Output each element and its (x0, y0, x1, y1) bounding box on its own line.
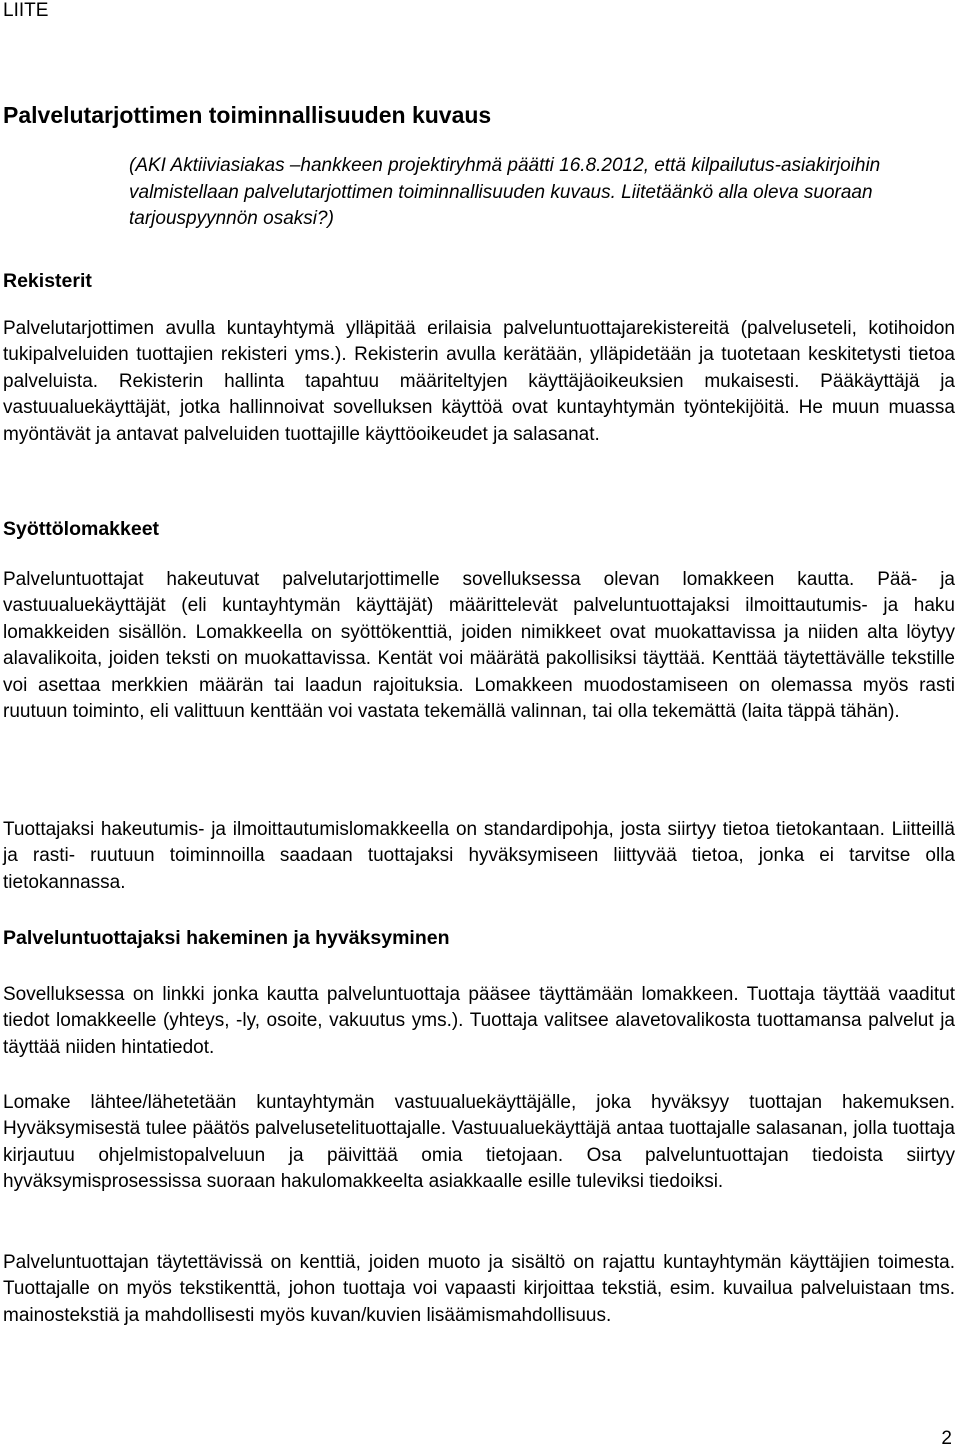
paragraph-hakeminen-2: Lomake lähtee/lähetetään kuntayhtymän vastuualuekäyttäjälle, joka hyväksyy tuottajan hakemuksen. Hyväksymisestä tulee päätös palvelusetelituottajalle. Vastuualuekäyttäjä antaa tuottajalle salasanan, jolla tuottaja kirjautuu ohjelmistopalveluun ja päivittää omia tietojaan. Osa palveluntuottajan tiedoista siirtyy hyväksymisprosessissa suoraan hakulomakkeelta asiakkaalle esille tuleviksi tiedoiksi. (3, 1092, 955, 1193)
section-heading-hakeminen: Palveluntuottajaksi hakeminen ja hyväksyminen (3, 927, 450, 949)
attachment-label: LIITE (3, 0, 49, 21)
section-heading-rekisterit: Rekisterit (3, 270, 92, 292)
section-heading-syottolomakkeet: Syöttölomakkeet (3, 518, 160, 540)
project-note: (AKI Aktiiviasiakas –hankkeen projektiryhmä päätti 16.8.2012, että kilpailutus-asiakirjoihin valmistellaan palvelutarjottimen toiminnallisuuden kuvaus. Liitetäänkö alla oleva suoraan tarjouspyynnön osaksi?) (129, 155, 881, 229)
page-number: 2 (941, 1428, 952, 1449)
paragraph-syottolomakkeet-2: Tuottajaksi hakeutumis- ja ilmoittautumislomakkeella on standardipohja, josta siirtyy tietoa tietokantaan. Liitteillä ja rasti- ruutuun toiminnoilla saadaan tuottajaksi hyväksymiseen liittyvää tietoa, jonka ei tarvitse olla tietokannassa. (3, 819, 955, 893)
paragraph-hakeminen-3: Palveluntuottajan täytettävissä on kenttiä, joiden muoto ja sisältö on rajattu kuntayhtymän käyttäjien toimesta. Tuottajalle on myös tekstikenttä, johon tuottaja voi vapaasti kirjoittaa tekstiä, esim. kuvailua palveluistaan tms. mainostekstiä ja mahdollisesti myös kuvan/kuvien lisäämismahdollisuus. (3, 1252, 955, 1326)
paragraph-hakeminen-1: Sovelluksessa on linkki jonka kautta palveluntuottaja pääsee täyttämään lomakkeen. Tuottaja täyttää vaaditut tiedot lomakkeelle (yhteys, -ly, osoite, vakuutus yms.). Tuottaja valitsee alavetovalikosta tuottamansa palvelut ja täyttää niiden hintatiedot. (3, 984, 955, 1058)
paragraph-syottolomakkeet-1: Palveluntuottajat hakeutuvat palvelutarjottimelle sovelluksessa olevan lomakkeen kautta. Pää- ja vastuualuekäyttäjät (eli kuntayhtymän käyttäjät) määrittelevät palveluntuottajaksi ilmoittautumis- ja haku lomakkeiden sisällön. Lomakkeella on syöttökenttiä, joiden nimikkeet ovat muokattavissa ja niiden alta löytyy alavalikoita, joiden teksti on muokattavissa. Kentät voi määrätä pakollisiksi täyttää. Kenttää täytettävälle tekstille voi asettaa merkkien määrän tai laadun rajoituksia. Lomakkeen muodostamiseen on olemassa myös rasti ruutuun toiminto, eli valittuun kenttään voi vastata tekemällä valinnan, tai olla tekemättä (laita täppä tähän). (3, 569, 955, 723)
paragraph-rekisterit-1: Palvelutarjottimen avulla kuntayhtymä ylläpitää erilaisia palveluntuottajarekistereitä (palveluseteli, kotihoidon tukipalveluiden tuottajien rekisteri yms.). Rekisterin avulla kerätään, ylläpidetään ja tuotetaan keskitetysti tietoa palveluista. Rekisterin hallinta tapahtuu määriteltyjen käyttäjäoikeuksien mukaisesti. Pääkäyttäjä ja vastuualuekäyttäjät, jotka hallinnoivat sovelluksen käyttöä ovat kuntayhtymän työntekijöitä. He muun muassa myöntävät ja antavat palveluiden tuottajille käyttöoikeudet ja salasanat. (3, 318, 955, 445)
document-title: Palvelutarjottimen toiminnallisuuden kuvaus (3, 102, 492, 128)
